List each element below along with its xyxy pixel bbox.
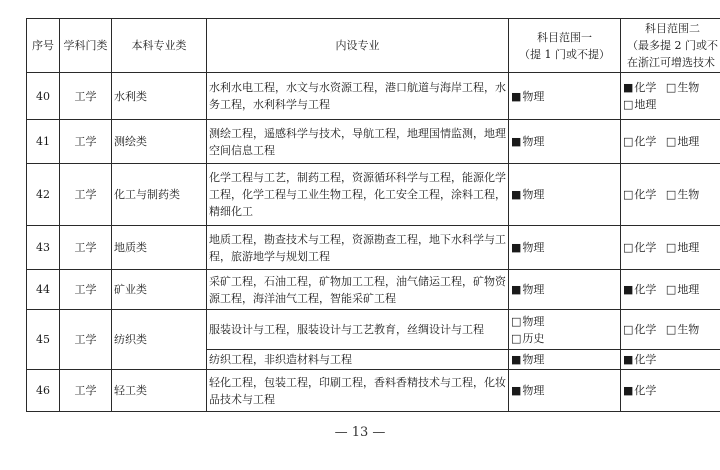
checked-box-physics: ■ 物理 xyxy=(511,353,544,366)
row-range2 xyxy=(621,73,720,120)
unchecked-box-chemistry: □ 化学 xyxy=(623,135,656,148)
checked-box-chemistry: ■ 化学 xyxy=(623,384,656,397)
row-number: 43 xyxy=(27,226,60,270)
checked-box-chemistry: ■ 化学 xyxy=(623,353,656,366)
checked-box-physics: ■ 物理 xyxy=(511,241,544,254)
header-range2-line2: （最多提 2 门或不 xyxy=(627,39,718,52)
row-major-class: 测绘类 xyxy=(112,120,207,164)
unchecked-box-history: □ 历史 xyxy=(511,332,544,345)
row-number: 46 xyxy=(27,370,60,412)
row-major-class: 化工与制药类 xyxy=(112,164,207,226)
unchecked-box-biology: □ 生物 xyxy=(666,323,699,336)
unchecked-box-geography: □ 地理 xyxy=(666,283,699,296)
header-no: 序号 xyxy=(27,19,60,73)
unchecked-box-geography: □ 地理 xyxy=(666,135,699,148)
unchecked-box-chemistry: □ 化学 xyxy=(623,241,656,254)
row-range1 xyxy=(509,270,621,310)
checked-box-physics: ■ 物理 xyxy=(511,90,544,103)
row-major-class: 轻工类 xyxy=(112,370,207,412)
checked-box-physics: ■ 物理 xyxy=(511,135,544,148)
table-row xyxy=(27,370,720,412)
row-sub-majors: 化学工程与工艺，制药工程，资源循环科学与工程，能源化学工程，化学工程与工业生物工程，化工安全工程，涂料工程，精细化工 xyxy=(207,164,509,226)
row-discipline: 工学 xyxy=(60,226,112,270)
row-major-class: 矿业类 xyxy=(112,270,207,310)
row-range2 xyxy=(621,270,720,310)
row-number: 42 xyxy=(27,164,60,226)
row-discipline: 工学 xyxy=(60,164,112,226)
row-range2 xyxy=(621,226,720,270)
table-row xyxy=(27,164,720,226)
header-range1-line1: 科目范围一 xyxy=(537,30,592,44)
table-row xyxy=(27,270,720,310)
row-range2 xyxy=(621,310,720,350)
unchecked-box-biology: □ 生物 xyxy=(666,81,699,94)
page-number: — 13 — xyxy=(334,425,386,440)
row-discipline: 工学 xyxy=(60,370,112,412)
header-sub-majors: 内设专业 xyxy=(207,19,509,73)
header-range1-line2: （提 1 门或不提） xyxy=(519,47,610,61)
table-row xyxy=(27,310,720,350)
row-range2 xyxy=(621,350,720,370)
row-range1 xyxy=(509,310,621,350)
row-major-class: 地质类 xyxy=(112,226,207,270)
checked-box-physics: ■ 物理 xyxy=(511,384,544,397)
checked-box-physics: ■ 物理 xyxy=(511,283,544,296)
row-sub-majors: 服装设计与工程，服装设计与工艺教育，丝绸设计与工程 xyxy=(207,310,509,350)
row-discipline: 工学 xyxy=(60,310,112,370)
row-sub-majors: 纺织工程，非织造材料与工程 xyxy=(207,350,509,370)
row-number: 40 xyxy=(27,73,60,120)
table-row xyxy=(27,73,720,120)
row-range1 xyxy=(509,120,621,164)
header-discipline: 学科门类 xyxy=(60,19,112,73)
header-major-class: 本科专业类 xyxy=(112,19,207,73)
row-sub-majors: 地质工程，勘查技术与工程，资源勘查工程，地下水科学与工程，旅游地学与规划工程 xyxy=(207,226,509,270)
header-row xyxy=(27,19,720,73)
subject-requirements-table xyxy=(26,18,720,412)
row-discipline: 工学 xyxy=(60,120,112,164)
row-range1 xyxy=(509,164,621,226)
row-range1 xyxy=(509,350,621,370)
unchecked-box-chemistry: □ 化学 xyxy=(623,323,656,336)
checked-box-chemistry: ■ 化学 xyxy=(623,283,656,296)
row-discipline: 工学 xyxy=(60,270,112,310)
table-row xyxy=(27,226,720,270)
row-sub-majors: 采矿工程，石油工程，矿物加工工程，油气储运工程，矿物资源工程，海洋油气工程，智能采矿工程 xyxy=(207,270,509,310)
unchecked-box-biology: □ 生物 xyxy=(666,188,699,201)
unchecked-box-physics: □ 物理 xyxy=(511,315,544,328)
checked-box-physics: ■ 物理 xyxy=(511,188,544,201)
header-range2 xyxy=(621,19,720,73)
header-range2-line3: 在浙江可增选技术 xyxy=(627,56,715,69)
row-range2 xyxy=(621,370,720,412)
row-range1 xyxy=(509,226,621,270)
row-major-class: 纺织类 xyxy=(112,310,207,370)
row-range1 xyxy=(509,370,621,412)
row-number: 41 xyxy=(27,120,60,164)
row-range1 xyxy=(509,73,621,120)
row-range2 xyxy=(621,164,720,226)
header-range1 xyxy=(509,19,621,73)
unchecked-box-geography: □ 地理 xyxy=(623,98,656,111)
unchecked-box-geography: □ 地理 xyxy=(666,241,699,254)
row-major-class: 水利类 xyxy=(112,73,207,120)
checked-box-chemistry: ■ 化学 xyxy=(623,81,656,94)
table-row xyxy=(27,120,720,164)
header-range2-line1: 科目范围二 xyxy=(645,22,700,35)
row-number: 44 xyxy=(27,270,60,310)
row-number: 45 xyxy=(27,310,60,370)
row-sub-majors: 轻化工程，包装工程，印刷工程，香料香精技术与工程，化妆品技术与工程 xyxy=(207,370,509,412)
unchecked-box-chemistry: □ 化学 xyxy=(623,188,656,201)
row-discipline: 工学 xyxy=(60,73,112,120)
row-sub-majors: 测绘工程，遥感科学与技术，导航工程，地理国情监测，地理空间信息工程 xyxy=(207,120,509,164)
row-sub-majors: 水利水电工程，水文与水资源工程，港口航道与海岸工程，水务工程，水利科学与工程 xyxy=(207,73,509,120)
row-range2 xyxy=(621,120,720,164)
